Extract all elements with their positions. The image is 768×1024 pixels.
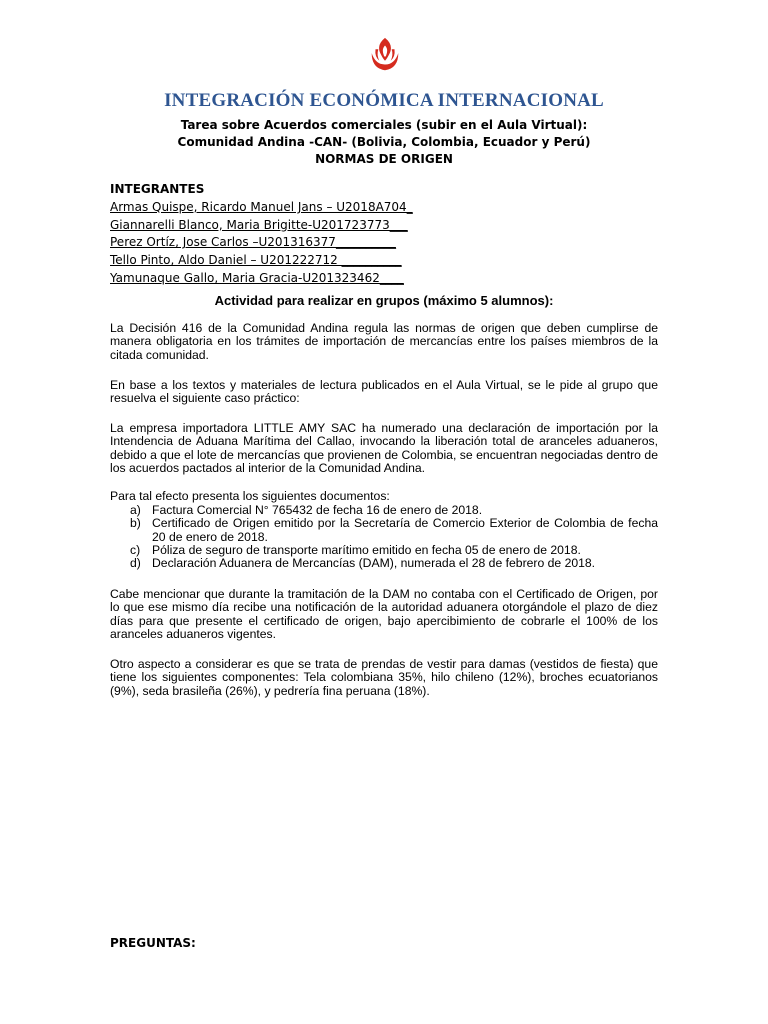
member-1: Armas Quispe, Ricardo Manuel Jans – U2018A704_ [110, 199, 413, 214]
list-item-letter: b) [130, 516, 141, 531]
list-item-text: Declaración Aduanera de Mercancías (DAM), numerada el 28 de febrero de 2018. [152, 556, 596, 571]
list-item [110, 544, 658, 557]
list-item-letter: a) [130, 503, 141, 517]
members-heading: INTEGRANTES [110, 182, 205, 196]
paragraph-instructions: En base a los textos y materiales de lectura publicados en el Aula Virtual, se le pide al grupo que resuelva el siguiente caso práctico: [110, 378, 658, 406]
list-item [110, 557, 658, 570]
member-4: Tello Pinto, Aldo Daniel – U201222712 __________ [110, 253, 402, 268]
paragraph-components: Otro aspecto a considerar es que se trata de prendas de vestir para damas (vestidos de fiesta) que tiene los siguientes componentes: Tela colombiana 35%, hilo chileno (12%), broches ecuatorianos (9%), seda brasileña (26%), y pedrería fina peruana (18%). [110, 657, 658, 698]
member-2: Giannarelli Blanco, Maria Brigitte-U201723773___ [110, 217, 408, 232]
list-item [110, 517, 658, 544]
upc-logo-icon [366, 36, 404, 74]
document-title: INTEGRACIÓN ECONÓMICA INTERNACIONAL [164, 90, 604, 111]
paragraph-documents-intro: Para tal efecto presenta los siguientes documentos: [110, 489, 390, 503]
activity-heading: Actividad para realizar en grupos (máximo 5 alumnos): [214, 293, 554, 308]
subtitle-line-2: Comunidad Andina -CAN- (Bolivia, Colombia, Ecuador y Perú) [177, 135, 591, 149]
subtitle-line-1: Tarea sobre Acuerdos comerciales (subir en el Aula Virtual): [180, 118, 588, 132]
member-3: Perez Ortíz, Jose Carlos –U201316377__________ [110, 235, 396, 250]
subtitle-line-3: NORMAS DE ORIGEN [315, 152, 453, 166]
questions-heading: PREGUNTAS: [110, 936, 196, 950]
paragraph-decision-416: La Decisión 416 de la Comunidad Andina regula las normas de origen que deben cumplirse de manera obligatoria en los trámites de importación de mercancías entre los países miembros de la citada comunidad. [110, 321, 658, 362]
list-item-text: Póliza de seguro de transporte marítimo emitido en fecha 05 de enero de 2018. [152, 542, 581, 557]
paragraph-case: La empresa importadora LITTLE AMY SAC ha numerado una declaración de importación por la Intendencia de Aduana Marítima del Callao, invocando la liberación total de aranceles aduaneros, debido a que el lote de mercancías que provienen de Colombia, se encuentran negociadas dentro de los acuerdos pactados al interior de la Comunidad Andina. [110, 421, 658, 475]
list-item-letter: c) [130, 542, 141, 557]
members-block [110, 181, 413, 288]
list-item [110, 504, 658, 517]
member-5: Yamunaque Gallo, Maria Gracia-U201323462____ [110, 270, 404, 285]
paragraph-certificate: Cabe mencionar que durante la tramitación de la DAM no contaba con el Certificado de Origen, por lo que ese mismo día recibe una notificación de la autoridad aduanera otorgándole el plazo de diez días para que presente el certificado de origen, bajo apercibimiento de cobrarle el 100% de los aranceles aduaneros vigentes. [110, 587, 658, 641]
documents-list [110, 504, 658, 570]
list-item-letter: d) [130, 556, 141, 571]
list-item-text: Certificado de Origen emitido por la Secretaría de Comercio Exterior de Colombia de fecha 20 de enero de 2018. [152, 516, 658, 544]
list-item-text: Factura Comercial N° 765432 de fecha 16 de enero de 2018. [152, 503, 483, 517]
